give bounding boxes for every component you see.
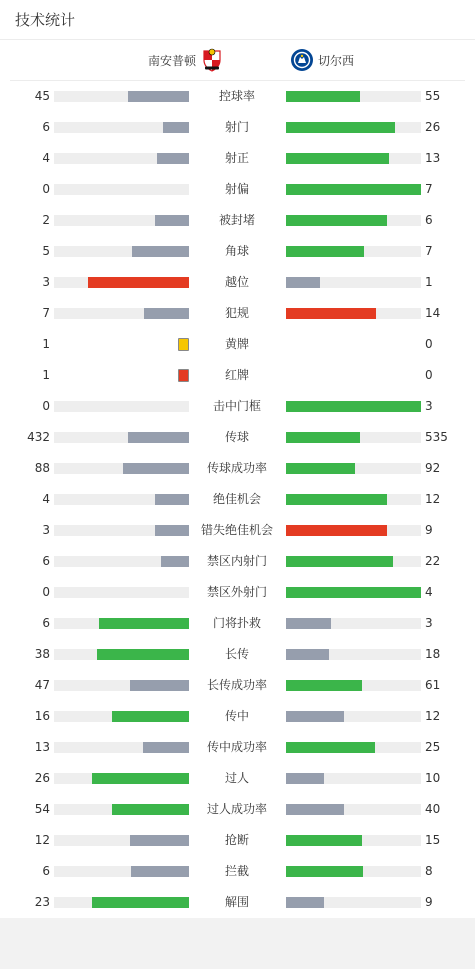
- stat-label: 过人成功率: [206, 802, 267, 816]
- stat-row: [0, 81, 475, 112]
- stat-label: 传中: [224, 709, 249, 723]
- home-stat-value: 3: [42, 275, 50, 289]
- stat-row: [0, 453, 475, 484]
- home-stat-bar: [54, 742, 189, 753]
- home-stat-bar: [54, 494, 189, 505]
- stat-row: [0, 236, 475, 267]
- home-stat-bar: [54, 618, 189, 629]
- home-stat-bar: [54, 556, 189, 567]
- home-stat-value: 26: [34, 771, 50, 785]
- away-stat-value: 12: [425, 709, 441, 723]
- away-stat-bar: [286, 91, 421, 102]
- away-stat-value: 9: [425, 895, 433, 909]
- away-stat-value: 13: [425, 151, 441, 165]
- stat-label: 过人: [224, 771, 249, 785]
- away-stat-value: 4: [425, 585, 433, 599]
- away-stat-bar: [286, 804, 421, 815]
- stat-row: [0, 174, 475, 205]
- stat-row: [0, 267, 475, 298]
- away-stat-bar-fill: [286, 897, 324, 908]
- home-stat-value: 12: [34, 833, 50, 847]
- stat-label: 黄牌: [224, 337, 249, 351]
- home-stat-value: 54: [34, 802, 50, 816]
- away-stat-bar: [286, 122, 421, 133]
- stat-row: [0, 763, 475, 794]
- away-stat-value: 10: [425, 771, 441, 785]
- away-stat-value: 18: [425, 647, 441, 661]
- section-title-text: 技术统计: [15, 11, 76, 29]
- away-stat-bar: [286, 649, 421, 660]
- home-stat-value: 4: [42, 151, 50, 165]
- away-stat-bar-fill: [286, 556, 393, 567]
- home-stat-bar: [54, 122, 189, 133]
- home-stat-bar-fill: [144, 308, 189, 319]
- away-stat-value: 61: [425, 678, 441, 692]
- home-stat-bar-fill: [123, 463, 189, 474]
- home-stat-bar: [54, 525, 189, 536]
- away-stat-bar-fill: [286, 122, 395, 133]
- home-team[interactable]: [148, 40, 224, 80]
- home-stat-bar-fill: [128, 432, 189, 443]
- away-stat-bar: [286, 494, 421, 505]
- home-stat-bar: [54, 401, 189, 412]
- home-stat-value: 0: [42, 182, 50, 196]
- away-stat-bar: [286, 401, 421, 412]
- home-stat-value: 6: [42, 864, 50, 878]
- away-stat-bar-fill: [286, 649, 329, 660]
- away-stat-bar: [286, 897, 421, 908]
- away-stat-value: 25: [425, 740, 441, 754]
- home-stat-bar-fill: [155, 215, 189, 226]
- away-stat-value: 8: [425, 864, 433, 878]
- home-stat-bar-fill: [97, 649, 189, 660]
- home-stat-value: 4: [42, 492, 50, 506]
- away-stat-value: 55: [425, 89, 441, 103]
- away-stat-bar-fill: [286, 432, 360, 443]
- home-stat-bar-fill: [92, 897, 189, 908]
- home-stat-bar: [54, 153, 189, 164]
- stat-row: [0, 484, 475, 515]
- team-header: [10, 40, 465, 81]
- home-stat-bar-fill: [99, 618, 189, 629]
- away-stat-value: 40: [425, 802, 441, 816]
- away-stat-value: 7: [425, 244, 433, 258]
- away-stat-value: 7: [425, 182, 433, 196]
- home-stat-bar-fill: [130, 835, 189, 846]
- home-stat-bar: [54, 277, 189, 288]
- away-stat-bar-fill: [286, 91, 360, 102]
- stat-row: [0, 205, 475, 236]
- away-stat-bar: [286, 246, 421, 257]
- away-stat-bar: [286, 525, 421, 536]
- home-stat-bar: [54, 866, 189, 877]
- home-stat-bar-fill: [112, 711, 189, 722]
- southampton-crest-icon: [200, 48, 224, 72]
- away-stat-bar-fill: [286, 618, 331, 629]
- away-stat-value: 15: [425, 833, 441, 847]
- home-stat-bar: [54, 773, 189, 784]
- stat-label: 传中成功率: [206, 740, 267, 754]
- away-stat-bar-fill: [286, 215, 387, 226]
- stat-label: 传球: [224, 430, 249, 444]
- away-stat-bar: [286, 184, 421, 195]
- home-stat-bar-fill: [112, 804, 189, 815]
- away-stat-value: 14: [425, 306, 441, 320]
- home-stat-value: 38: [34, 647, 50, 661]
- stat-label: 禁区内射门: [206, 554, 267, 568]
- stat-row: [0, 298, 475, 329]
- away-team[interactable]: [290, 40, 354, 80]
- away-stat-value: 9: [425, 523, 433, 537]
- home-stat-bar-fill: [131, 866, 189, 877]
- home-stat-value: 16: [34, 709, 50, 723]
- stat-label: 击中门框: [212, 399, 261, 413]
- home-stat-bar: [54, 711, 189, 722]
- stat-row: [0, 670, 475, 701]
- stat-label: 红牌: [224, 368, 249, 382]
- home-stat-bar: [54, 246, 189, 257]
- away-stat-value: 92: [425, 461, 441, 475]
- stat-row: [0, 701, 475, 732]
- away-stat-bar-fill: [286, 525, 387, 536]
- away-stat-bar-fill: [286, 587, 421, 598]
- stat-row: [0, 794, 475, 825]
- home-stat-value: 23: [34, 895, 50, 909]
- home-stat-value: 47: [34, 678, 50, 692]
- home-stat-bar: [54, 804, 189, 815]
- stat-label: 犯规: [224, 306, 249, 320]
- away-stat-bar-fill: [286, 866, 363, 877]
- away-stat-bar-fill: [286, 494, 387, 505]
- home-stat-value: 5: [42, 244, 50, 258]
- home-team-name: 南安普顿: [147, 53, 196, 68]
- stat-row: [0, 422, 475, 453]
- stat-label: 长传: [224, 647, 249, 661]
- home-stat-value: 88: [34, 461, 50, 475]
- stat-label: 门将扑救: [212, 616, 261, 630]
- away-stat-bar: [286, 773, 421, 784]
- home-stat-bar: [54, 649, 189, 660]
- home-stat-value: 2: [42, 213, 50, 227]
- away-stat-bar-fill: [286, 308, 376, 319]
- stat-row: [0, 515, 475, 546]
- home-stat-bar-fill: [132, 246, 189, 257]
- home-stat-bar: [54, 432, 189, 443]
- away-stat-bar-fill: [286, 804, 344, 815]
- stat-label: 解围: [224, 895, 249, 909]
- away-stat-bar-fill: [286, 680, 362, 691]
- home-stat-bar: [54, 463, 189, 474]
- away-stat-value: 22: [425, 554, 441, 568]
- stat-row: [0, 143, 475, 174]
- away-stat-value: 6: [425, 213, 433, 227]
- away-stat-bar: [286, 153, 421, 164]
- away-stat-value: 26: [425, 120, 441, 134]
- home-stat-value: 6: [42, 616, 50, 630]
- away-stat-value: 535: [425, 430, 448, 444]
- away-team-name: 切尔西: [318, 53, 355, 68]
- home-stat-bar-fill: [143, 742, 189, 753]
- stat-label: 抢断: [224, 833, 249, 847]
- away-stat-bar: [286, 835, 421, 846]
- home-stat-value: 6: [42, 554, 50, 568]
- away-stat-bar: [286, 866, 421, 877]
- away-stat-bar: [286, 587, 421, 598]
- away-stat-bar: [286, 742, 421, 753]
- chelsea-crest-icon: [290, 48, 314, 72]
- home-stat-bar: [54, 308, 189, 319]
- away-stat-value: 3: [425, 616, 433, 630]
- stat-label: 角球: [224, 244, 249, 258]
- away-stat-value: 12: [425, 492, 441, 506]
- home-stat-value: 6: [42, 120, 50, 134]
- away-stat-bar: [286, 308, 421, 319]
- home-stat-bar: [54, 897, 189, 908]
- away-stat-value: 0: [425, 368, 433, 382]
- away-stat-bar: [286, 618, 421, 629]
- stat-label: 传球成功率: [206, 461, 267, 475]
- away-stat-bar-fill: [286, 184, 421, 195]
- stat-row: [0, 329, 475, 360]
- away-stat-bar: [286, 556, 421, 567]
- home-stat-value: 1: [42, 368, 50, 382]
- away-stat-bar: [286, 680, 421, 691]
- stat-label: 被封堵: [218, 213, 255, 227]
- home-stat-bar: [54, 587, 189, 598]
- away-stat-value: 0: [425, 337, 433, 351]
- away-stat-value: 3: [425, 399, 433, 413]
- home-stat-bar: [54, 91, 189, 102]
- away-stat-bar-fill: [286, 742, 375, 753]
- home-stat-value: 3: [42, 523, 50, 537]
- stat-row: [0, 639, 475, 670]
- away-stat-bar-fill: [286, 277, 320, 288]
- home-stat-bar-fill: [157, 153, 189, 164]
- home-stat-bar-fill: [161, 556, 189, 567]
- stat-label: 错失绝佳机会: [200, 523, 273, 537]
- home-stat-bar-fill: [155, 494, 189, 505]
- stat-row: [0, 608, 475, 639]
- away-stat-bar: [286, 277, 421, 288]
- stat-row: [0, 825, 475, 856]
- away-stat-bar-fill: [286, 773, 324, 784]
- home-stat-value: 7: [42, 306, 50, 320]
- stat-label: 射偏: [224, 182, 249, 196]
- away-stat-bar: [286, 463, 421, 474]
- stat-label: 控球率: [218, 89, 255, 103]
- stat-label: 射门: [224, 120, 249, 134]
- stat-row: [0, 887, 475, 918]
- section-title: [0, 0, 475, 40]
- home-stat-value: 0: [42, 585, 50, 599]
- away-stat-bar-fill: [286, 711, 344, 722]
- home-stat-value: 13: [34, 740, 50, 754]
- away-stat-bar-fill: [286, 835, 362, 846]
- home-stat-value: 1: [42, 337, 50, 351]
- home-stat-bar: [54, 680, 189, 691]
- stat-row: [0, 577, 475, 608]
- home-stat-bar-fill: [128, 91, 189, 102]
- stat-label: 绝佳机会: [212, 492, 261, 506]
- stat-row: [0, 112, 475, 143]
- home-stat-value: 432: [27, 430, 50, 444]
- away-stat-bar-fill: [286, 153, 389, 164]
- away-stat-bar: [286, 711, 421, 722]
- away-stat-bar-fill: [286, 463, 355, 474]
- home-stat-bar-fill: [88, 277, 189, 288]
- away-stat-bar-fill: [286, 401, 421, 412]
- stat-label: 禁区外射门: [206, 585, 267, 599]
- away-stat-bar: [286, 432, 421, 443]
- stat-row: [0, 856, 475, 887]
- away-stat-value: 1: [425, 275, 433, 289]
- home-stat-bar-fill: [163, 122, 189, 133]
- stat-row: [0, 391, 475, 422]
- home-stat-value: 0: [42, 399, 50, 413]
- home-stat-bar: [54, 835, 189, 846]
- home-stat-bar: [54, 215, 189, 226]
- away-stat-bar-fill: [286, 246, 364, 257]
- stat-row: [0, 546, 475, 577]
- stat-label: 拦截: [224, 864, 249, 878]
- stat-label: 射正: [224, 151, 249, 165]
- stat-row: [0, 732, 475, 763]
- stat-label: 越位: [224, 275, 249, 289]
- stats-list: [0, 81, 475, 918]
- stat-row: [0, 360, 475, 391]
- home-stat-bar: [54, 184, 189, 195]
- home-stat-bar-fill: [130, 680, 189, 691]
- home-stat-bar-fill: [92, 773, 189, 784]
- away-stat-bar: [286, 215, 421, 226]
- home-stat-bar-fill: [155, 525, 189, 536]
- home-stat-value: 45: [34, 89, 50, 103]
- stat-label: 长传成功率: [206, 678, 267, 692]
